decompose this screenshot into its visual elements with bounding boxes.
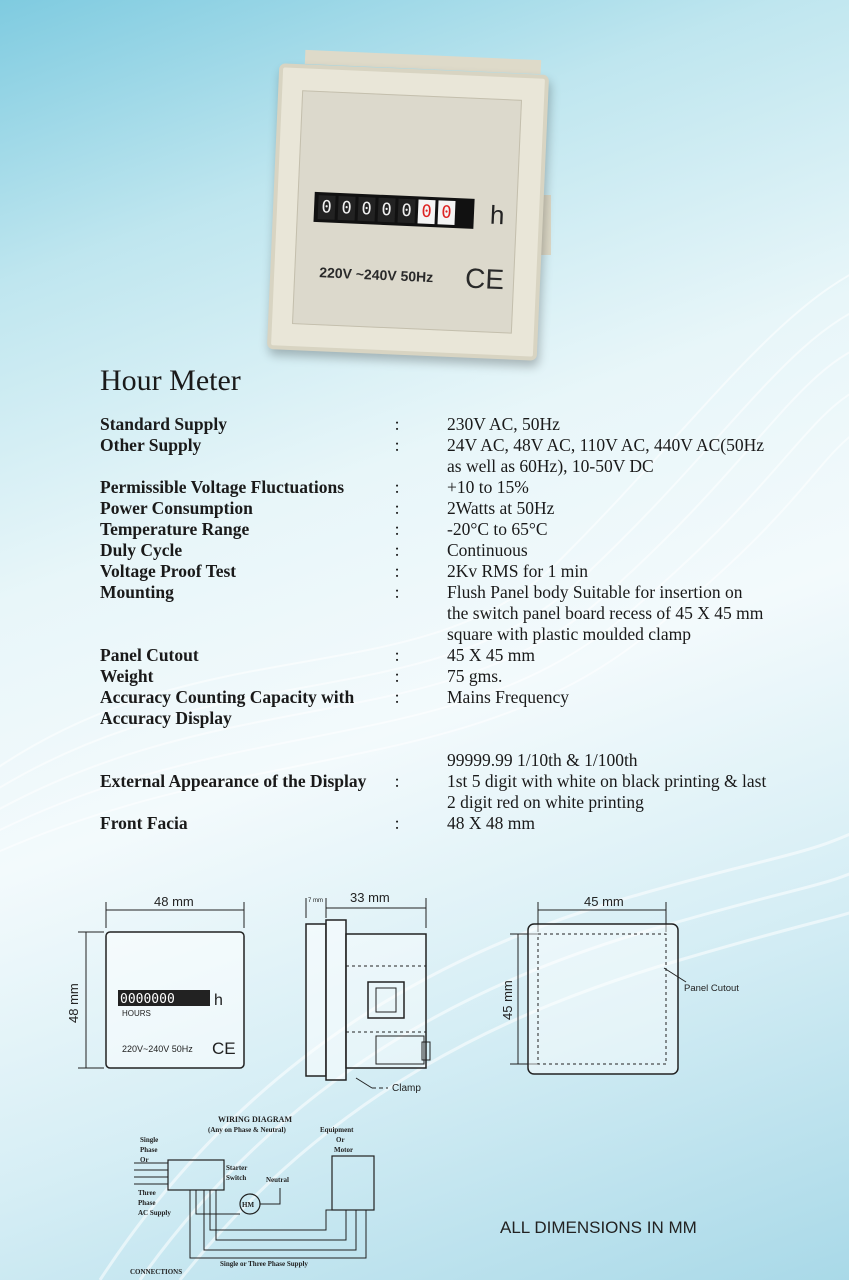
- spec-row: [100, 519, 800, 540]
- cutout-height-label: 45 mm: [500, 980, 515, 1020]
- spec-value: 99999.99 1/10th & 1/100th: [447, 750, 638, 770]
- counter-digit-red: 0: [437, 200, 455, 225]
- side-width-label: 33 mm: [350, 890, 390, 905]
- spec-value: 45 X 45 mm: [447, 645, 535, 665]
- spec-colon: :: [394, 414, 400, 434]
- cutout-panel: [528, 924, 678, 1074]
- spec-row: [100, 582, 800, 645]
- starter-switch-box: [168, 1160, 224, 1190]
- spec-value: 48 X 48 mm: [447, 813, 535, 833]
- product-photo: [265, 55, 565, 355]
- spec-colon: :: [394, 498, 400, 518]
- spec-label: Duly Cycle: [100, 540, 183, 560]
- spec-row: [100, 414, 800, 435]
- spec-colon: :: [394, 687, 400, 707]
- front-width-label: 48 mm: [154, 894, 194, 909]
- spec-colon: :: [394, 813, 400, 833]
- connections-label: CONNECTIONS: [130, 1268, 183, 1276]
- spec-table: [100, 414, 800, 834]
- spec-row: [100, 771, 800, 813]
- spec-value: 2Kv RMS for 1 min: [447, 561, 588, 581]
- spec-row: [100, 561, 800, 582]
- spec-label: Mounting: [100, 582, 174, 602]
- spec-value: 2Watts at 50Hz: [447, 498, 555, 518]
- clamp-label: Clamp: [392, 1083, 421, 1094]
- voltage-label: 220V ~240V 50Hz: [318, 264, 434, 286]
- wiring-title: WIRING DIAGRAM: [218, 1115, 292, 1124]
- front-ce-mark: CE: [212, 1039, 236, 1058]
- spec-label: Weight: [100, 666, 154, 686]
- spec-colon: :: [394, 477, 400, 497]
- spec-value: 1st 5 digit with white on black printing & last 2 digit red on white printing: [447, 771, 767, 812]
- front-height-label: 48 mm: [66, 983, 81, 1023]
- spec-label: Accuracy Counting Capacity with Accuracy Display: [100, 687, 355, 728]
- cutout-diagram: [500, 888, 760, 1088]
- spec-row: [100, 813, 800, 834]
- spec-value: 24V AC, 48V AC, 110V AC, 440V AC(50Hz as well as 60Hz), 10-50V DC: [447, 435, 764, 476]
- side-small-label: 7 mm: [308, 898, 323, 904]
- spec-row: [100, 666, 800, 687]
- spec-row: [100, 540, 800, 561]
- starter-label: Switch: [226, 1174, 247, 1182]
- meter-body: [267, 63, 549, 361]
- spec-label: Temperature Range: [100, 519, 250, 539]
- spec-label: Panel Cutout: [100, 645, 199, 665]
- spec-row: [100, 435, 800, 477]
- spec-label: Front Facia: [100, 813, 188, 833]
- front-view-diagram: [60, 888, 260, 1078]
- side-bezel: [306, 924, 326, 1076]
- cutout-width-label: 45 mm: [584, 894, 624, 909]
- three-phase-label: AC Supply: [138, 1209, 171, 1217]
- spec-value: 75 gms.: [447, 666, 503, 686]
- counter-digit: 0: [318, 195, 336, 220]
- spec-row: [100, 750, 800, 771]
- counter-display: [313, 192, 474, 229]
- spec-colon: :: [394, 540, 400, 560]
- spec-colon: :: [394, 519, 400, 539]
- single-phase-label: Single: [140, 1136, 159, 1144]
- front-hours-label: HOURS: [122, 1009, 151, 1018]
- spec-value: Flush Panel body Suitable for insertion on the switch panel board recess of 45 X 45 mm square with plastic moulded clamp: [447, 582, 764, 644]
- single-phase-label: Phase: [140, 1146, 158, 1154]
- spec-value: +10 to 15%: [447, 477, 529, 497]
- ce-mark: CE: [464, 262, 505, 296]
- starter-label: Starter: [226, 1164, 248, 1172]
- spec-colon: :: [394, 561, 400, 581]
- equipment-box: [332, 1156, 374, 1210]
- counter-digit: 0: [358, 197, 376, 222]
- counter-digit-red: 0: [418, 199, 436, 224]
- equipment-label: Equipment: [320, 1126, 354, 1134]
- spec-row: [100, 498, 800, 519]
- hours-unit: h: [489, 199, 506, 231]
- spec-colon: :: [394, 645, 400, 665]
- counter-digit: 0: [398, 199, 416, 224]
- spec-value: Mains Frequency: [447, 687, 569, 707]
- spec-row: [100, 687, 800, 750]
- equipment-label: Motor: [334, 1146, 354, 1154]
- panel-cutout-label: Panel Cutout: [684, 983, 739, 994]
- spec-colon: :: [394, 666, 400, 686]
- wiring-diagram: [120, 1108, 400, 1276]
- side-clamp: [326, 920, 346, 1080]
- three-phase-label: Three: [138, 1189, 156, 1197]
- spec-label: Other Supply: [100, 435, 202, 455]
- neutral-label: Neutral: [266, 1176, 289, 1184]
- meter-face: [292, 90, 522, 333]
- front-unit: h: [214, 992, 223, 1009]
- spec-label: Power Consumption: [100, 498, 253, 518]
- dimensions-note: ALL DIMENSIONS IN MM: [500, 1218, 697, 1237]
- equipment-label: Or: [336, 1136, 345, 1144]
- hm-label: HM: [242, 1201, 255, 1209]
- spec-value: 230V AC, 50Hz: [447, 414, 560, 434]
- single-phase-label: Or: [140, 1156, 149, 1164]
- front-voltage: 220V~240V 50Hz: [122, 1044, 193, 1054]
- three-phase-label: Phase: [138, 1199, 156, 1207]
- supply-label: Single or Three Phase Supply: [220, 1260, 308, 1268]
- counter-digit: 0: [378, 198, 396, 223]
- spec-row: [100, 477, 800, 498]
- spec-colon: :: [394, 582, 400, 602]
- side-body: [346, 934, 426, 1068]
- spec-label: Permissible Voltage Fluctuations: [100, 477, 345, 497]
- spec-label: Voltage Proof Test: [100, 561, 237, 581]
- wiring-subtitle: (Any on Phase & Neutral): [208, 1126, 286, 1134]
- side-view-diagram: [296, 888, 446, 1098]
- spec-colon: :: [394, 771, 400, 791]
- front-digits: 0000000: [120, 992, 175, 1007]
- spec-label: Standard Supply: [100, 414, 227, 434]
- spec-row: [100, 645, 800, 666]
- page-title: Hour Meter: [100, 364, 241, 397]
- spec-value: Continuous: [447, 540, 528, 560]
- spec-colon: :: [394, 435, 400, 455]
- counter-digit: 0: [338, 196, 356, 221]
- spec-label: External Appearance of the Display: [100, 771, 367, 791]
- spec-value: -20°C to 65°C: [447, 519, 548, 539]
